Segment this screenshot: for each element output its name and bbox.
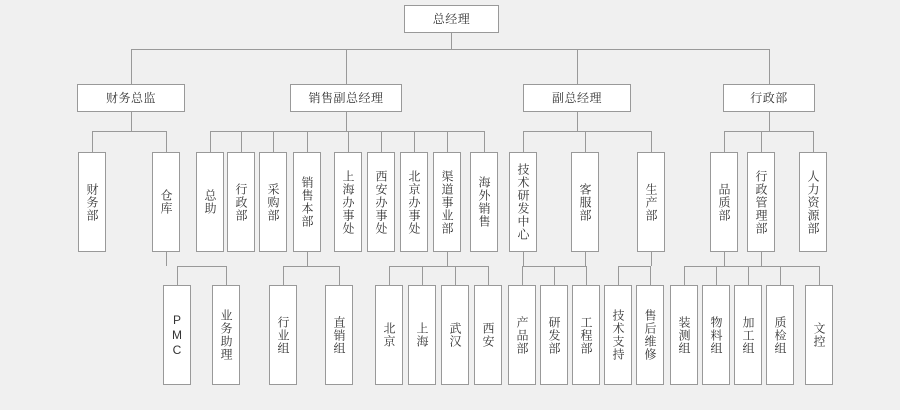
org-node-l18[interactable]: [805, 285, 833, 385]
connector-line: [769, 49, 770, 84]
connector-line: [819, 266, 820, 285]
connector-line: [131, 49, 769, 50]
connector-line: [422, 266, 423, 285]
org-node-label: 文控: [812, 322, 826, 348]
connector-line: [210, 131, 211, 152]
org-node-label: 销售本部: [300, 176, 314, 228]
org-node-label: 副总经理: [551, 91, 602, 105]
connector-line: [585, 252, 586, 266]
connector-line: [131, 112, 132, 131]
org-node-label: 技术研发中心: [516, 163, 530, 241]
org-node-label: 上海办事处: [341, 169, 355, 235]
org-node-label: 西安办事处: [374, 169, 388, 235]
org-node-label: 客服部: [578, 182, 592, 222]
org-node-label: 北京: [382, 322, 396, 348]
org-node-m8[interactable]: [367, 152, 395, 252]
org-node-m11[interactable]: [470, 152, 498, 252]
connector-line: [447, 131, 448, 152]
org-node-l2[interactable]: [212, 285, 240, 385]
org-node-label: 装测组: [677, 315, 691, 355]
org-node-m17[interactable]: [799, 152, 827, 252]
org-node-label: 品质部: [717, 182, 731, 222]
connector-line: [307, 252, 308, 266]
connector-line: [724, 131, 725, 152]
org-node-label: 北京办事处: [407, 169, 421, 235]
org-node-label: 质检组: [773, 315, 787, 355]
org-node-n1[interactable]: [77, 84, 185, 112]
org-node-m5[interactable]: [259, 152, 287, 252]
org-node-m1[interactable]: [78, 152, 106, 252]
org-node-m14[interactable]: [637, 152, 665, 252]
org-node-label: 行业组: [276, 315, 290, 355]
org-node-l10[interactable]: [540, 285, 568, 385]
connector-line: [92, 131, 167, 132]
connector-line: [585, 131, 586, 152]
org-node-m4[interactable]: [227, 152, 255, 252]
org-node-label: 总经理: [432, 12, 471, 26]
connector-line: [780, 266, 781, 285]
connector-line: [346, 49, 347, 84]
connector-line: [346, 112, 347, 131]
org-node-label: 研发部: [547, 315, 561, 355]
connector-line: [522, 266, 523, 285]
connector-line: [761, 252, 762, 266]
connector-line: [761, 266, 819, 267]
org-node-label: 行政管理部: [754, 169, 768, 235]
org-node-n2[interactable]: [290, 84, 402, 112]
connector-line: [414, 131, 415, 152]
connector-line: [389, 266, 488, 267]
org-node-m9[interactable]: [400, 152, 428, 252]
org-node-l8[interactable]: [474, 285, 502, 385]
connector-line: [618, 266, 650, 267]
connector-line: [523, 131, 651, 132]
connector-line: [455, 266, 456, 285]
org-node-l3[interactable]: [269, 285, 297, 385]
org-node-l17[interactable]: [766, 285, 794, 385]
connector-line: [177, 266, 226, 267]
org-node-label: 总助: [203, 189, 217, 215]
org-node-n4[interactable]: [723, 84, 815, 112]
connector-line: [283, 266, 284, 285]
org-node-label: 财务总监: [105, 91, 156, 105]
org-node-m10[interactable]: [433, 152, 461, 252]
org-node-label: 行政部: [234, 182, 248, 222]
org-node-label: 上海: [415, 322, 429, 348]
org-node-label: PMC: [170, 312, 184, 358]
org-node-label: 直销组: [332, 315, 346, 355]
org-node-m15[interactable]: [710, 152, 738, 252]
connector-line: [241, 131, 242, 152]
org-node-n3[interactable]: [523, 84, 631, 112]
org-node-n0[interactable]: [404, 5, 499, 33]
org-node-m2[interactable]: [152, 152, 180, 252]
org-node-l4[interactable]: [325, 285, 353, 385]
connector-line: [389, 266, 390, 285]
connector-line: [748, 266, 749, 285]
org-node-l9[interactable]: [508, 285, 536, 385]
connector-line: [651, 131, 652, 152]
connector-line: [226, 266, 227, 285]
org-node-l6[interactable]: [408, 285, 436, 385]
connector-line: [348, 131, 349, 152]
connector-line: [166, 131, 167, 152]
connector-line: [523, 252, 524, 266]
org-node-l14[interactable]: [670, 285, 698, 385]
connector-line: [554, 266, 555, 285]
connector-line: [650, 266, 651, 285]
connector-line: [813, 131, 814, 152]
org-node-label: 人力资源部: [806, 169, 820, 235]
connector-line: [166, 252, 167, 266]
org-node-l15[interactable]: [702, 285, 730, 385]
connector-line: [177, 266, 178, 285]
connector-line: [339, 266, 340, 285]
connector-line: [724, 252, 725, 266]
connector-line: [769, 112, 770, 131]
org-node-label: 工程部: [579, 315, 593, 355]
org-node-l12[interactable]: [604, 285, 632, 385]
org-node-label: 售后维修: [643, 309, 657, 361]
org-node-l16[interactable]: [734, 285, 762, 385]
connector-line: [724, 131, 813, 132]
org-node-label: 海外销售: [477, 176, 491, 228]
org-node-label: 武汉: [448, 322, 462, 348]
connector-line: [651, 252, 652, 266]
connector-line: [523, 131, 524, 152]
org-node-label: 西安: [481, 322, 495, 348]
connector-line: [447, 252, 448, 266]
org-node-m13[interactable]: [571, 152, 599, 252]
org-node-m6[interactable]: [293, 152, 321, 252]
connector-line: [131, 49, 132, 84]
connector-line: [586, 266, 587, 285]
connector-line: [488, 266, 489, 285]
org-node-m12[interactable]: [509, 152, 537, 252]
connector-line: [381, 131, 382, 152]
org-node-label: 财务部: [85, 182, 99, 222]
org-node-label: 仓库: [159, 189, 173, 215]
org-node-l11[interactable]: [572, 285, 600, 385]
org-node-label: 渠道事业部: [440, 169, 454, 235]
org-node-l1[interactable]: [163, 285, 191, 385]
connector-line: [716, 266, 717, 285]
org-node-label: 技术支持: [611, 309, 625, 361]
connector-line: [618, 266, 619, 285]
org-node-label: 业务助理: [219, 309, 233, 361]
org-node-l7[interactable]: [441, 285, 469, 385]
org-node-label: 产品部: [515, 315, 529, 355]
org-node-label: 生产部: [644, 182, 658, 222]
connector-line: [273, 131, 274, 152]
org-node-label: 行政部: [750, 91, 788, 105]
org-node-m3[interactable]: [196, 152, 224, 252]
connector-line: [92, 131, 93, 152]
connector-line: [761, 131, 762, 152]
connector-line: [283, 266, 339, 267]
connector-line: [210, 131, 484, 132]
org-node-label: 物料组: [709, 315, 723, 355]
connector-line: [484, 131, 485, 152]
connector-line: [577, 49, 578, 84]
org-node-m7[interactable]: [334, 152, 362, 252]
org-node-m16[interactable]: [747, 152, 775, 252]
connector-line: [451, 33, 452, 49]
org-node-label: 加工组: [741, 315, 755, 355]
connector-line: [684, 266, 685, 285]
connector-line: [577, 112, 578, 131]
connector-line: [307, 131, 308, 152]
org-node-label: 采购部: [266, 182, 280, 222]
org-node-l13[interactable]: [636, 285, 664, 385]
org-node-l5[interactable]: [375, 285, 403, 385]
org-node-label: 销售副总经理: [308, 91, 384, 105]
